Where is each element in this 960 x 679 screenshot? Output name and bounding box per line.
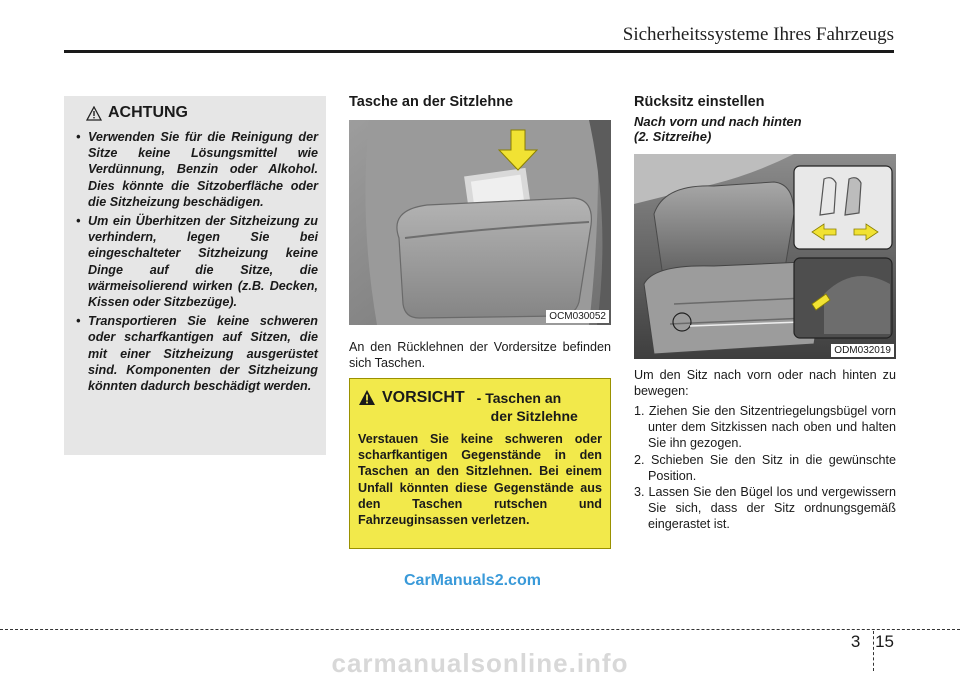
rear-seat-intro: Um den Sitz nach vorn oder nach hinten zu bewegen: [634,368,896,398]
vorsicht-subtitle: - Taschen an [476,390,562,406]
step-number: 2. [634,452,645,467]
section-number: 3 [850,632,861,651]
caution-triangle-icon [358,389,376,406]
vorsicht-box [349,378,611,549]
achtung-item: • Um ein Überhitzen der Sitzheizung zu verhindern, legen Sie bei eingeschalteter Sitzheizung keine Dinge auf die Sitze, die wärmeisolierend wirken (z.B. Decken, Kissen oder Sitzbezüge). [72,213,318,310]
vorsicht-title: VORSICHT [382,389,465,406]
header-rule [64,50,894,53]
watermark-link[interactable]: CarManuals2.com [404,572,541,589]
step-text: Ziehen Sie den Sitzentriegelungsbügel vorn unter dem Sitzkissen nach oben und halten Sie ihn gezogen. [648,404,896,451]
rear-seat-subheading: (2. Sitzreihe) [634,129,712,144]
achtung-list [72,129,318,394]
pocket-heading: Tasche an der Sitzlehne [349,94,514,110]
page-number-value: 15 [875,632,894,651]
image-caption: OCM030052 [546,310,609,323]
vorsicht-subtitle: der Sitzlehne [490,408,578,424]
step-item [634,403,896,452]
rear-seat-subheading: Nach vorn und nach hinten [634,114,802,129]
achtung-item: • Transportieren Sie keine schweren oder scharfkantigen auf Sitzen, die mit einer Sitzheizung ausgerüstet sind. Komponenten der Sitzheizung könnten dadurch beschädigt werden. [72,313,318,394]
seatback-pocket-illustration [349,120,611,325]
step-number: 1. [634,404,645,418]
pocket-text: An den Rücklehnen der Vordersitze befinden sich Taschen. [349,340,611,370]
achtung-header [86,104,318,122]
image-caption: ODM032019 [831,344,894,357]
achtung-title: ACHTUNG [108,104,188,121]
vorsicht-text: Verstauen Sie keine schweren oder scharfkantigen Gegenstände in den Taschen an den Sitzlehnen. Bei einem Unfall könnten diese Gegenstände aus den Taschen rutschen und Fahrzeuginsassen verletzen. [358,432,602,528]
step-text: Lassen Sie den Bügel los und vergewissern Sie sich, dass der Sitz ordnungsgemäß eingerastet ist. [648,485,896,532]
achtung-box [64,96,326,455]
rear-seat-steps [634,403,896,533]
step-text: Schieben Sie den Sitz in die gewünschte Position. [648,452,896,483]
step-number: 3. [634,485,645,500]
step-item [634,484,896,533]
rear-seat-illustration [634,154,896,359]
page-header-title: Sicherheitssysteme Ihres Fahrzeugs [622,24,894,45]
vorsicht-header [358,389,602,425]
rear-seat-image [634,154,896,359]
seatback-pocket-image [349,120,611,325]
rear-seat-section [634,94,896,533]
pocket-section [349,94,611,371]
step-item [634,452,896,484]
footer-rule [0,629,960,630]
rear-seat-heading: Rücksitz einstellen [634,94,765,110]
footer-watermark: carmanualsonline.info [331,648,629,678]
achtung-item: • Verwenden Sie für die Reinigung der Sitze keine Lösungsmittel wie Verdünnung, Benzin oder Alkohol. Dies könnte die Sitzoberfläche oder die Sitzheizung beschädigen. [72,129,318,210]
warning-triangle-icon [86,106,102,121]
